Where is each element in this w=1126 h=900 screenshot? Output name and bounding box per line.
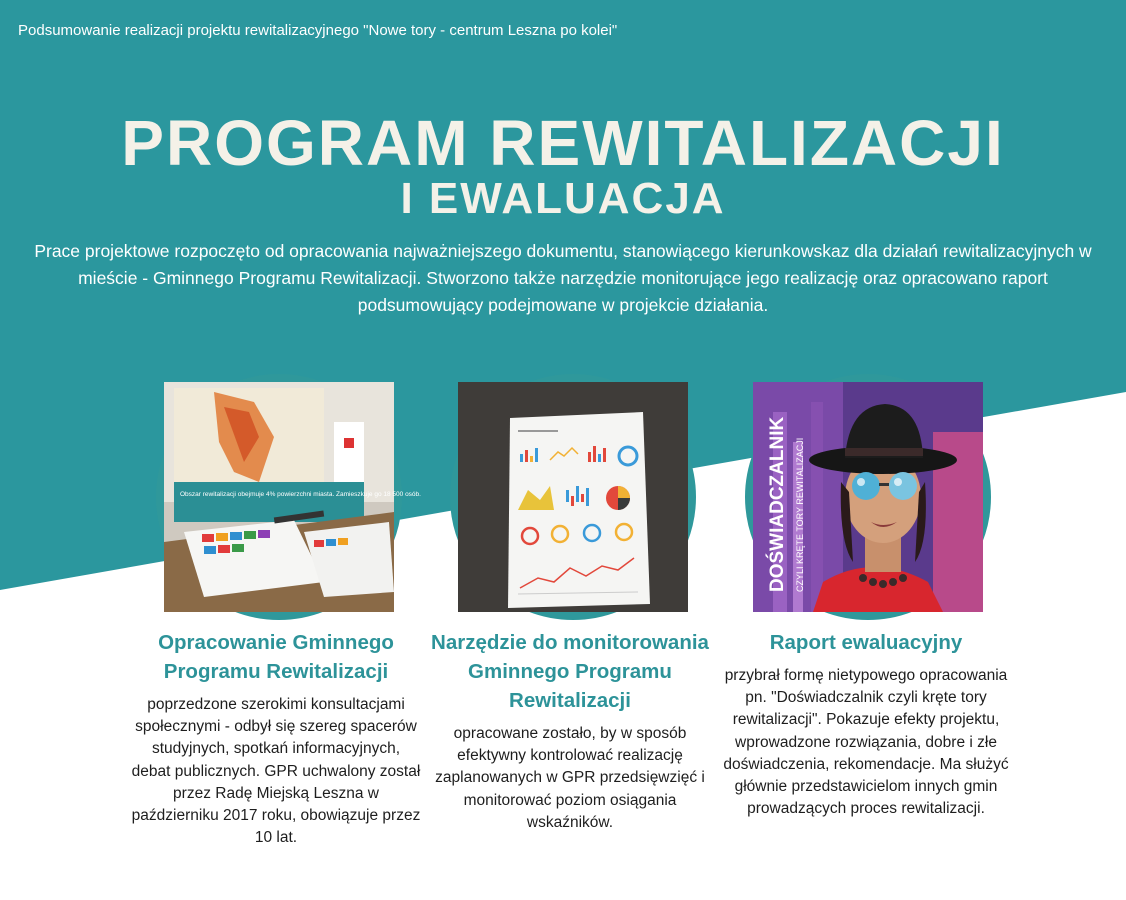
monitoring-description: opracowane zostało, by w sposób efektywny kontrolować realizację zaplanowanych w GPR przedsięwzięć i monitorować poziom osiągania wskaźników. xyxy=(435,725,705,831)
project-caption: Podsumowanie realizacji projektu rewitalizacyjnego "Nowe tory - centrum Leszna po kolei" xyxy=(18,22,618,39)
intro-paragraph: Prace projektowe rozpoczęto od opracowania najważniejszego dokumentu, stanowiącego kierunkowskaz dla działań rewitalizacyjnych w mieście - Gminnego Programu Rewitalizacji. Stworzono także narzędzie monitorujące jego realizację oraz opracowano raport podsumowujący podejmowane w projekcie działania. xyxy=(34,241,1092,315)
report-description: przybrał formę nietypowego opracowania pn. "Doświadczalnik czyli kręte tory rewitalizacji". Pokazuje efekty projektu, wprowadzone rozwiązania, dobre i złe doświadczenia, rekomendacje. Ma służyć głównie przedstawicielom innych gmin prowadzących proces rewitalizacji. xyxy=(723,667,1009,818)
monitoring-charts-photo xyxy=(450,374,696,620)
page-subtitle: I EWALUACJA xyxy=(400,174,726,223)
poster-text: Obszar rewitalizacji obejmuje 4% powierzchni miasta. Zamieszkuje go 18 500 osób. xyxy=(180,491,421,498)
cover-title: DOŚWIADCZALNIK xyxy=(767,416,788,592)
monitoring-column xyxy=(425,628,715,834)
gpr-description: poprzedzone szerokimi konsultacjami społecznymi - odbył się szereg spacerów studyjnych, spotkań informacyjnych, debat publicznych. GPR uchwalony został przez Radę Miejską Leszna w październiku 2017 roku, obowiązuje przez 10 lat. xyxy=(131,696,421,847)
doswiadczalnik-cover-photo xyxy=(745,374,991,620)
gpr-heading: Opracowanie Gminnego Programu Rewitalizacji xyxy=(158,631,394,683)
page-title: PROGRAM REWITALIZACJI xyxy=(121,107,1005,179)
report-heading: Raport ewaluacyjny xyxy=(769,631,963,654)
gpr-column xyxy=(131,628,421,849)
cover-subtitle: CZYLI KRĘTE TORY REWITALIZACJI xyxy=(795,437,805,592)
monitoring-heading: Narzędzie do monitorowania Gminnego Programu Rewitalizacji xyxy=(431,631,709,712)
report-column xyxy=(721,628,1011,820)
gpr-documents-photo xyxy=(156,374,421,620)
